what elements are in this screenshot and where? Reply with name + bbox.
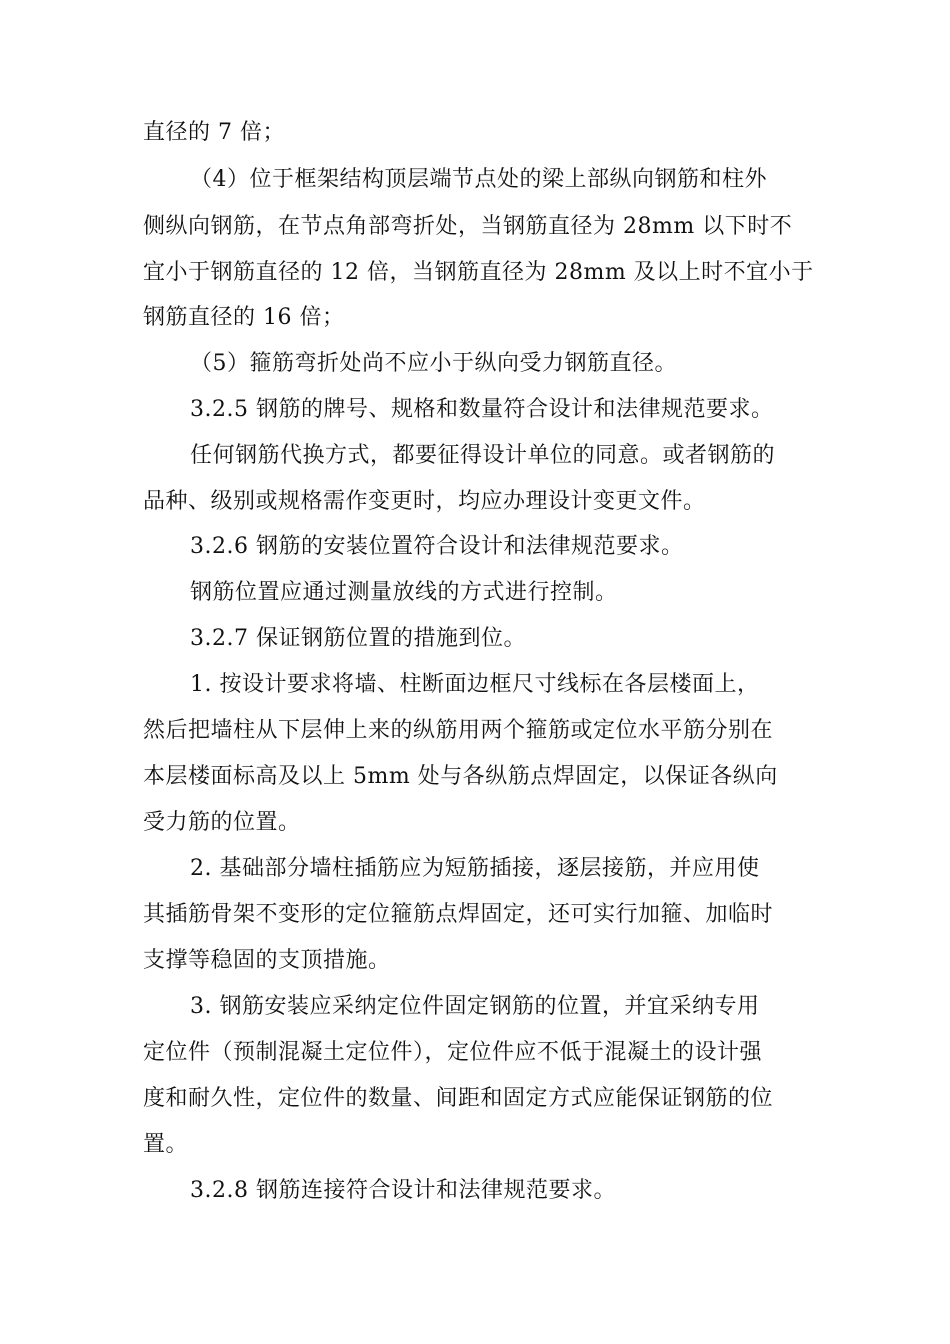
text-line: 钢筋位置应通过测量放线的方式进行控制。 — [190, 580, 618, 605]
text-line: （5）箍筋弯折处尚不应小于纵向受力钢筋直径。 — [190, 351, 677, 376]
text-line: 3. 钢筋安装应采纳定位件固定钢筋的位置，并宜采纳专用 — [190, 994, 760, 1019]
text-line: 任何钢筋代换方式，都要征得设计单位的同意。或者钢筋的 — [190, 443, 776, 468]
text-line: 受力筋的位置。 — [143, 810, 301, 835]
text-line: 2. 基础部分墙柱插筋应为短筋插接，逐层接筋，并应用使 — [190, 856, 760, 881]
section-heading: 3.2.7 保证钢筋位置的措施到位。 — [190, 626, 526, 651]
text-line: 1. 按设计要求将墙、柱断面边框尺寸线标在各层楼面上， — [190, 672, 760, 697]
text-line: 本层楼面标高及以上 5mm 处与各纵筋点焊固定，以保证各纵向 — [143, 764, 778, 789]
text-line: 支撑等稳固的支顶措施。 — [143, 948, 391, 973]
section-heading: 3.2.8 钢筋连接符合设计和法律规范要求。 — [190, 1178, 616, 1203]
text-line: （4）位于框架结构顶层端节点处的梁上部纵向钢筋和柱外 — [190, 167, 767, 192]
section-heading: 3.2.6 钢筋的安装位置符合设计和法律规范要求。 — [190, 534, 684, 559]
text-line: 钢筋直径的 16 倍； — [143, 305, 345, 330]
text-line: 直径的 7 倍； — [143, 120, 285, 145]
text-line: 然后把墙柱从下层伸上来的纵筋用两个箍筋或定位水平筋分别在 — [143, 718, 774, 743]
text-line: 宜小于钢筋直径的 12 倍，当钢筋直径为 28mm 及以上时不宜小于 — [143, 260, 814, 285]
text-line: 置。 — [143, 1132, 189, 1157]
text-line: 品种、级别或规格需作变更时，均应办理设计变更文件。 — [143, 489, 706, 514]
text-line: 定位件（预制混凝土定位件），定位件应不低于混凝土的设计强 — [143, 1040, 763, 1065]
text-line: 度和耐久性，定位件的数量、间距和固定方式应能保证钢筋的位 — [143, 1086, 774, 1111]
text-line: 其插筋骨架不变形的定位箍筋点焊固定，还可实行加箍、加临时 — [143, 902, 774, 927]
text-line: 侧纵向钢筋，在节点角部弯折处，当钢筋直径为 28mm 以下时不 — [143, 214, 793, 239]
section-heading: 3.2.5 钢筋的牌号、规格和数量符合设计和法律规范要求。 — [190, 397, 774, 422]
